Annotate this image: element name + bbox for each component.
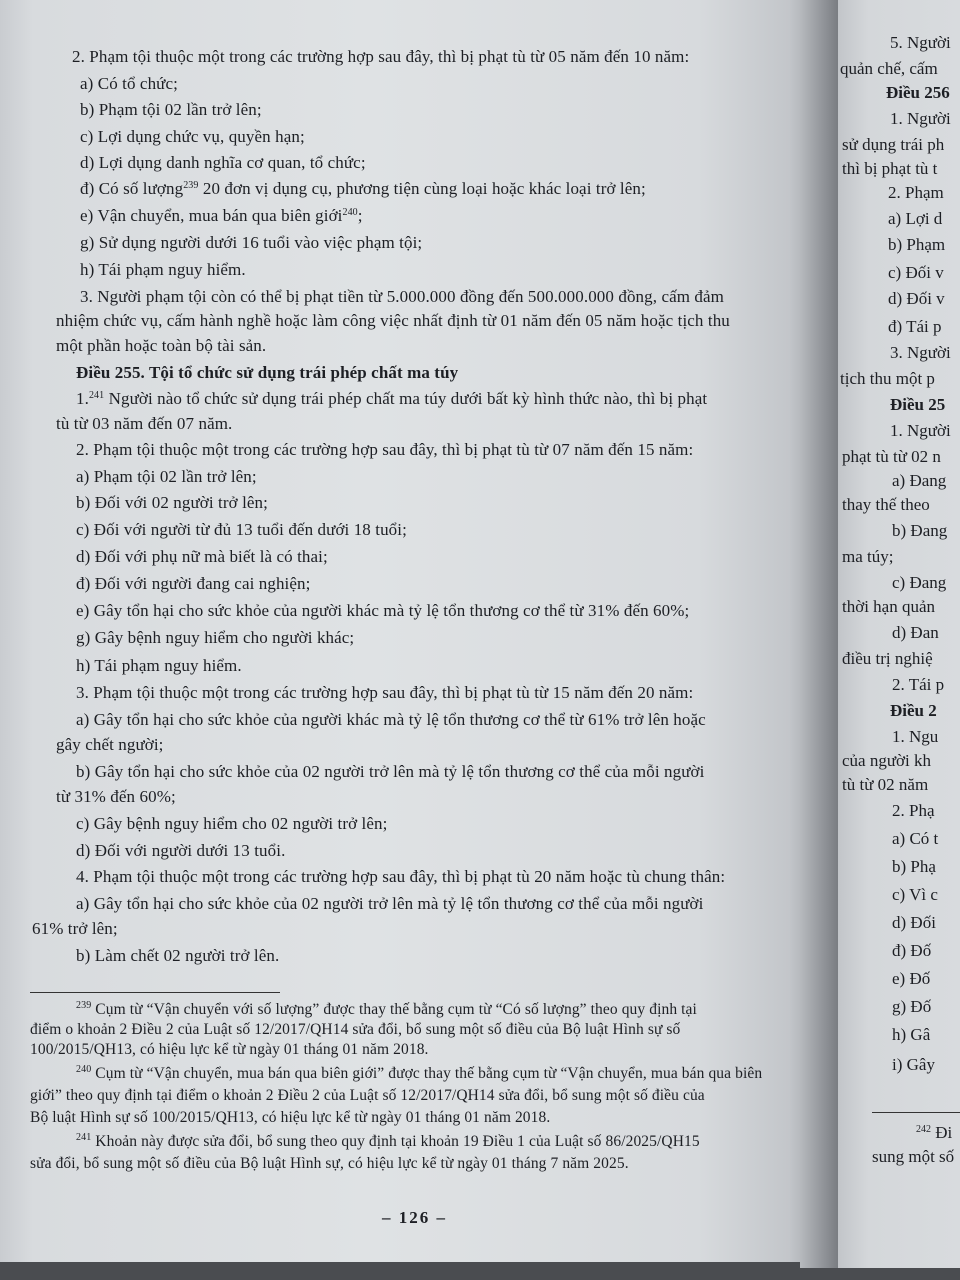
footnote: điểm o khoản 2 Điều 2 của Luật số 12/2017/QH14 sửa đổi, bổ sung một số điều của Bộ luật Hình sự số xyxy=(30,1021,681,1038)
text-line: đ) Đối với người đang cai nghiện; xyxy=(76,574,311,593)
article-title: Điều 256 xyxy=(886,83,950,102)
text-line: a) Lợi d xyxy=(888,209,943,228)
footnote: Bộ luật Hình sự số 100/2015/QH13, có hiệu lực kể từ ngày 01 tháng 01 năm 2018. xyxy=(30,1109,551,1126)
text-line: 1. Ngu xyxy=(892,727,939,746)
text-line: b) Phạ xyxy=(892,857,936,876)
text-line: 4. Phạm tội thuộc một trong các trường hợp sau đây, thì bị phạt tù 20 năm hoặc tù chung thân: xyxy=(76,867,726,886)
text-line: 2. Phạ xyxy=(892,801,935,820)
text-line: điều trị nghiệ xyxy=(842,649,933,668)
footnote-ref: 241 xyxy=(88,390,105,401)
text-line: thì bị phạt tù t xyxy=(842,159,938,178)
text-line: một phần hoặc toàn bộ tài sản. xyxy=(56,336,267,355)
text-line: c) Gây bệnh nguy hiểm cho 02 người trở lên; xyxy=(76,814,388,833)
text-line: e) Gây tổn hại cho sức khỏe của người khác mà tỷ lệ tổn thương cơ thể từ 31% đến 60%; xyxy=(76,601,690,620)
text-line: 3. Người xyxy=(890,343,951,362)
text-line: d) Đối với người dưới 13 tuổi. xyxy=(76,841,286,860)
text-line: ma túy; xyxy=(842,547,894,566)
text-line: sử dụng trái ph xyxy=(842,135,945,154)
article-title: Điều 25 xyxy=(890,395,946,414)
footnote-divider xyxy=(872,1112,960,1113)
text-line: h) Tái phạm nguy hiểm. xyxy=(80,260,246,279)
text-line: a) Phạm tội 02 lần trở lên; xyxy=(76,467,257,486)
text-line: 2. Phạm tội thuộc một trong các trường hợp sau đây, thì bị phạt tù từ 05 năm đến 10 năm: xyxy=(72,47,690,66)
text-line: a) Đang xyxy=(892,471,947,490)
text-line: h) Tái phạm nguy hiểm. xyxy=(76,656,242,675)
text-line: tù từ 02 năm xyxy=(842,775,929,794)
text-line: tịch thu một p xyxy=(840,369,935,388)
footnote: $^{239}$ Cụm từ “Vận chuyển với số lượng” được thay thế bằng cụm từ “Có số lượng” theo quy định tại xyxy=(76,1000,697,1018)
footnote: 100/2015/QH13, có hiệu lực kể từ ngày 01 tháng 01 năm 2018. xyxy=(30,1041,429,1058)
text-line: 3. Người phạm tội còn có thể bị phạt tiền từ 5.000.000 đồng đến 500.000.000 đồng, cấm đảm xyxy=(80,287,724,306)
text-line: g) Đố xyxy=(892,997,932,1016)
article-title: Điều 2 xyxy=(890,701,937,720)
article-title: Điều 255. Tội tổ chức sử dụng trái phép chất ma túy xyxy=(76,363,459,382)
footnote: $^{242}$ Đi xyxy=(916,1123,953,1142)
text-line: 1. Người xyxy=(890,421,951,440)
footnote-ref: 239 xyxy=(183,180,199,191)
footnote: $^{240}$ Cụm từ “Vận chuyển, mua bán qua biên giới” được thay thế bằng cụm từ “Vận chuyển, mua bán qua biên xyxy=(76,1064,763,1082)
text-line: từ 31% đến 60%; xyxy=(56,787,176,806)
text-line: b) Phạm xyxy=(888,235,946,254)
text-line: phạt tù từ 02 n xyxy=(842,447,941,466)
text-line: quản chế, cấm xyxy=(840,59,938,78)
text-line: 3. Phạm tội thuộc một trong các trường hợp sau đây, thì bị phạt tù từ 15 năm đến 20 năm: xyxy=(76,683,694,702)
text-line: g) Gây bệnh nguy hiểm cho người khác; xyxy=(76,628,355,647)
text-line: c) Đang xyxy=(892,573,947,592)
page-number: – 126 – xyxy=(382,1208,447,1227)
text-line: 2. Phạm tội thuộc một trong các trường hợp sau đây, thì bị phạt tù từ 07 năm đến 15 năm: xyxy=(76,440,694,459)
text-line: 1. Người xyxy=(890,109,951,128)
text-line: của người kh xyxy=(842,751,932,770)
text-line: a) Có t xyxy=(892,829,939,848)
text-line: e) Vận chuyển, mua bán qua biên giới$^{240}$; xyxy=(80,206,363,225)
text-line: thay thế theo xyxy=(842,495,930,514)
text-line: i) Gây xyxy=(892,1055,935,1074)
text-line: a) Gây tổn hại cho sức khỏe của người khác mà tỷ lệ tổn thương cơ thể từ 61% trở lên hoặc xyxy=(76,710,706,729)
text-line: đ) Tái p xyxy=(888,317,942,336)
text-line: d) Đối xyxy=(892,913,936,932)
text-line: a) Có tổ chức; xyxy=(80,74,178,93)
footnote-ref: 240 xyxy=(342,207,358,218)
text-line: h) Gâ xyxy=(892,1025,931,1044)
text-line: e) Đố xyxy=(892,969,931,988)
text-line: a) Gây tổn hại cho sức khỏe của 02 người trở lên mà tỷ lệ tổn thương cơ thể của mỗi người xyxy=(76,894,704,913)
text-line: g) Sử dụng người dưới 16 tuổi vào việc phạm tội; xyxy=(80,233,423,252)
text-line: b) Phạm tội 02 lần trở lên; xyxy=(80,100,262,119)
footnote: sung một số xyxy=(872,1147,955,1166)
text-line: 2. Phạm xyxy=(888,183,944,202)
footnote-divider xyxy=(30,992,280,993)
text-line: 61% trở lên; xyxy=(32,919,118,938)
text-line: c) Vì c xyxy=(892,885,938,904)
text-line: d) Lợi dụng danh nghĩa cơ quan, tổ chức; xyxy=(80,153,366,172)
text-line: nhiệm chức vụ, cấm hành nghề hoặc làm công việc nhất định từ 01 năm đến 05 năm hoặc tịch thu xyxy=(56,311,730,330)
text-line: b) Làm chết 02 người trở lên. xyxy=(76,946,280,965)
text-line: đ) Đố xyxy=(892,941,932,960)
footnote: $^{241}$ Khoản này được sửa đổi, bổ sung theo quy định tại khoản 19 Điều 1 của Luật số 86/2025/QH15 xyxy=(76,1132,700,1150)
text-line: 5. Người xyxy=(890,33,951,52)
text-line: c) Lợi dụng chức vụ, quyền hạn; xyxy=(80,127,305,146)
text-line: 2. Tái p xyxy=(892,675,945,694)
text-line: b) Gây tổn hại cho sức khỏe của 02 người trở lên mà tỷ lệ tổn thương cơ thể của mỗi người xyxy=(76,762,705,781)
text-line: thời hạn quản xyxy=(842,597,936,616)
footnote: sửa đổi, bổ sung một số điều của Bộ luật Hình sự, có hiệu lực kể từ ngày 01 tháng 7 năm 2025. xyxy=(30,1155,629,1172)
text-line: 1.$^{241}$ Người nào tổ chức sử dụng trái phép chất ma túy dưới bất kỳ hình thức nào, thì bị phạt xyxy=(76,389,708,408)
text-line: d) Đối v xyxy=(888,289,945,308)
text-line: d) Đối với phụ nữ mà biết là có thai; xyxy=(76,547,328,566)
text-line: gây chết người; xyxy=(56,735,164,754)
text-line: b) Đối với 02 người trở lên; xyxy=(76,493,268,512)
text-line: c) Đối với người từ đủ 13 tuổi đến dưới 18 tuổi; xyxy=(76,520,407,539)
text-line: c) Đối v xyxy=(888,263,944,282)
text-line: d) Đan xyxy=(892,623,939,642)
text-line: tù từ 03 năm đến 07 năm. xyxy=(56,414,233,433)
text-line: b) Đang xyxy=(892,521,948,540)
right-page xyxy=(838,0,960,1268)
text-line: đ) Có số lượng$^{239}$ 20 đơn vị dụng cụ, phương tiện cùng loại hoặc khác loại trở lên; xyxy=(80,179,646,198)
footnote: giới” theo quy định tại điểm o khoản 2 Điều 2 của Luật số 12/2017/QH14 sửa đổi, bổ sung một số điều của xyxy=(30,1087,705,1104)
